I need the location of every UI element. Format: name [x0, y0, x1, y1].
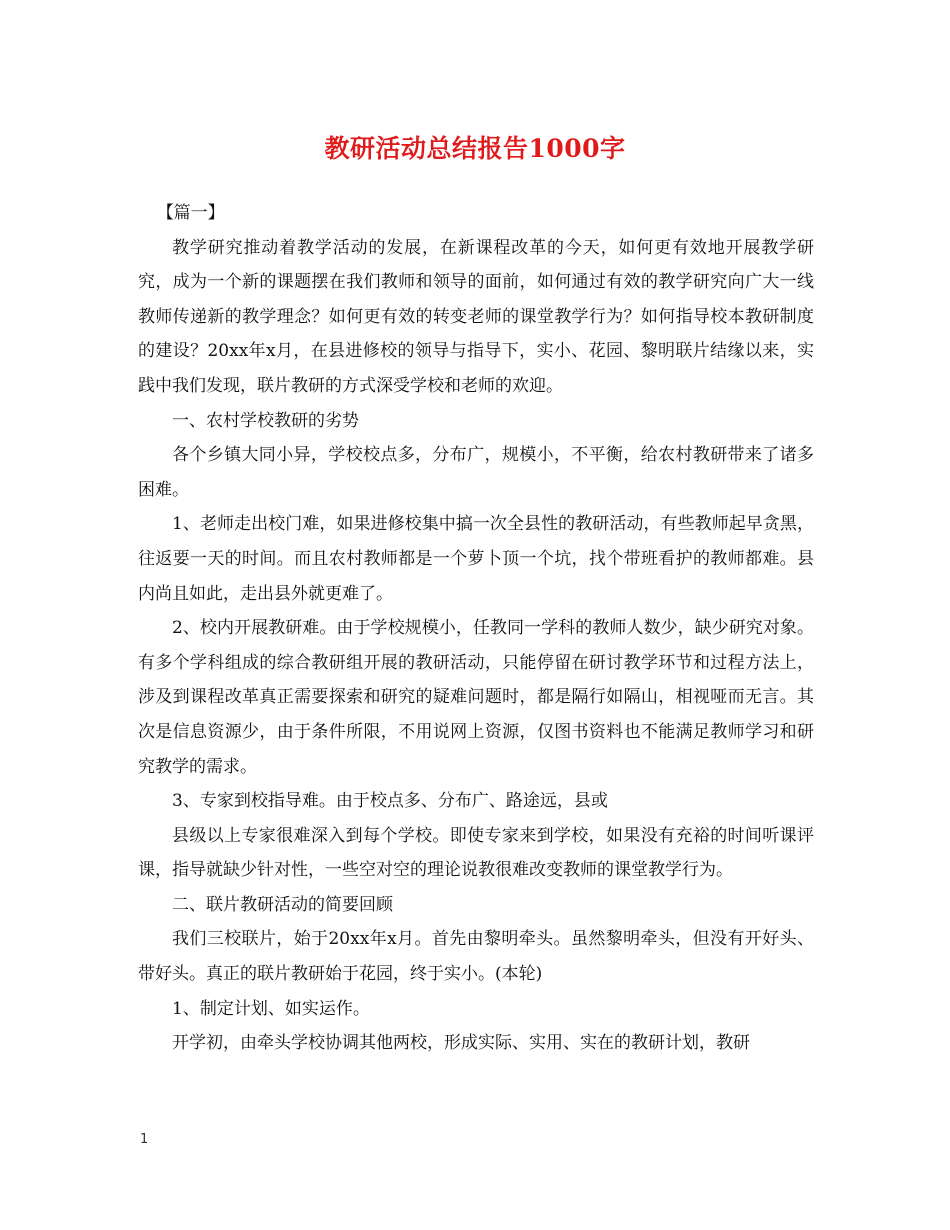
section-heading: 二、联片教研活动的简要回顾 — [172, 894, 393, 915]
paragraph: 各个乡镇大同小异，学校校点多，分布广，规模小，不平衡，给农村教研带来了诸多困难。 — [138, 445, 814, 500]
paragraph: 县级以上专家很难深入到每个学校。即使专家来到学校，如果没有充裕的时间听课评课，指导就缺少针对性，一些空对空的理论说教很难改变教师的课堂教学行为。 — [138, 825, 814, 881]
document-title: 教研活动总结报告1000字 — [324, 134, 626, 163]
section-label: 【篇一】 — [156, 203, 225, 223]
paragraph: 2、校内开展教研难。由于学校规模小，任教同一学科的教师人数少，缺少研究对象。有多个学科组成的综合教研组开展的教研活动，只能停留在研讨教学环节和过程方法上，涉及到课程改革真正需要探索和研究的疑难问题时，都是隔行如隔山，相视哑而无言。其次是信息资源少，由于条件所限，不用说网上资源，仅图书资料也不能满足教师学习和研究教学的需求。 — [138, 618, 814, 777]
section-heading: 一、农村学校教研的劣势 — [172, 410, 359, 431]
paragraph: 我们三校联片，始于20xx年x月。首先由黎明牵头。虽然黎明牵头，但没有开好头、带好头。真正的联片教研始于花园，终于实小。(本轮) — [138, 929, 814, 985]
paragraph: 开学初，由牵头学校协调其他两校，形成实际、实用、实在的教研计划，教研 — [172, 1033, 750, 1054]
page-number: 1 — [140, 1132, 149, 1147]
paragraph: 1、老师走出校门难，如果进修校集中搞一次全县性的教研活动，有些教师起早贪黑，往返要一天的时间。而且农村教师都是一个萝卜顶一个坑，找个带班看护的教师都难。县内尚且如此，走出县外就更难了。 — [138, 514, 814, 604]
paragraph: 教学研究推动着教学活动的发展，在新课程改革的今天，如何更有效地开展教学研究，成为一个新的课题摆在我们教师和领导的面前，如何通过有效的教学研究向广大一线教师传递新的教学理念？如何更有效的转变老师的课堂教学行为？如何指导校本教研制度的建设？20xx年x月，在县进修校的领导与指导下，实小、花园、黎明联片结缘以来，实践中我们发现，联片教研的方式深受学校和老师的欢迎。 — [138, 237, 814, 396]
subsection-heading: 1、制定计划、如实运作。 — [172, 998, 370, 1019]
document-body — [138, 196, 814, 1061]
paragraph: 3、专家到校指导难。由于校点多、分布广、路途远，县或 — [172, 791, 608, 812]
